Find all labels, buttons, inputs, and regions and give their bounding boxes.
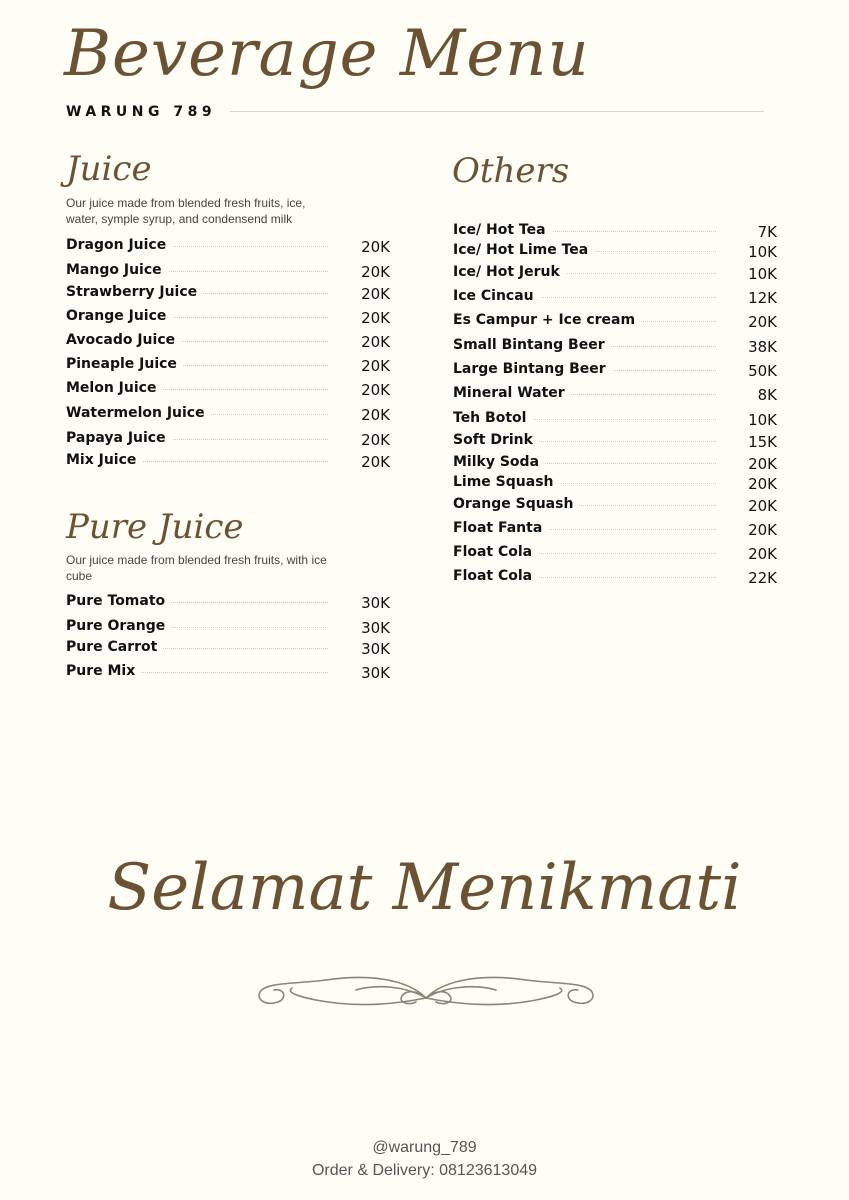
menu-item: [66, 283, 390, 305]
menu-item-name: Pineaple Juice: [66, 355, 183, 373]
menu-item-price: 20K: [361, 357, 390, 375]
menu-item-name: Orange Squash: [453, 495, 579, 513]
menu-item: [453, 409, 777, 431]
menu-item-name: Teh Botol: [453, 409, 532, 427]
flourish-divider-icon: [256, 968, 596, 1012]
menu-item: [66, 355, 390, 377]
menu-item: [453, 384, 777, 406]
menu-item-name: Mineral Water: [453, 384, 571, 402]
menu-item: [453, 519, 777, 541]
menu-item: [453, 336, 777, 358]
menu-item-price: 20K: [748, 313, 777, 331]
menu-item: [66, 379, 390, 401]
menu-item-name: Ice Cincau: [453, 287, 540, 305]
menu-item-name: Pure Tomato: [66, 592, 171, 610]
menu-item: [66, 592, 390, 614]
menu-item-price: 10K: [748, 411, 777, 429]
section-title-others: Others: [452, 151, 570, 191]
menu-item-name: Watermelon Juice: [66, 404, 211, 422]
menu-item-price: 15K: [748, 433, 777, 451]
menu-item: [66, 404, 390, 426]
menu-item: [453, 567, 777, 589]
header-divider: [230, 111, 764, 112]
brand-name: WARUNG 789: [66, 104, 217, 120]
menu-item: [453, 241, 777, 263]
menu-item-name: Pure Mix: [66, 662, 141, 680]
menu-title: Beverage Menu: [64, 17, 590, 91]
menu-item-name: Soft Drink: [453, 431, 539, 449]
menu-item-name: Melon Juice: [66, 379, 162, 397]
menu-item-name: Milky Soda: [453, 453, 545, 471]
menu-item-name: Strawberry Juice: [66, 283, 203, 301]
section-description-juice: Our juice made from blended fresh fruits, ice, water, symple syrup, and condensend milk: [66, 196, 306, 226]
menu-item: [66, 638, 390, 660]
menu-item: [453, 473, 777, 495]
menu-item-name: Dragon Juice: [66, 236, 172, 254]
menu-item-price: 20K: [361, 309, 390, 327]
menu-item: [453, 495, 777, 517]
menu-item-price: 30K: [361, 664, 390, 682]
menu-item-name: Es Campur + Ice cream: [453, 311, 641, 329]
menu-item-price: 20K: [748, 497, 777, 515]
menu-item-price: 20K: [748, 521, 777, 539]
menu-item-name: Small Bintang Beer: [453, 336, 611, 354]
menu-item: [453, 311, 777, 333]
menu-item-name: Large Bintang Beer: [453, 360, 612, 378]
menu-item-name: Mix Juice: [66, 451, 142, 469]
menu-item-name: Float Cola: [453, 543, 538, 561]
section-title-pure-juice: Pure Juice: [66, 507, 244, 547]
menu-item-name: Float Cola: [453, 567, 538, 585]
menu-item: [66, 429, 390, 451]
menu-item-price: 8K: [757, 386, 777, 404]
menu-item-name: Orange Juice: [66, 307, 172, 325]
menu-item-price: 30K: [361, 619, 390, 637]
menu-item-price: 20K: [748, 475, 777, 493]
menu-item: [66, 331, 390, 353]
menu-item-price: 20K: [361, 263, 390, 281]
menu-item: [453, 543, 777, 565]
menu-item: [66, 451, 390, 473]
menu-item-price: 20K: [361, 333, 390, 351]
menu-item-price: 10K: [748, 265, 777, 283]
menu-item-price: 30K: [361, 594, 390, 612]
menu-item-price: 20K: [361, 431, 390, 449]
section-description-pure-juice: Our juice made from blended fresh fruits, with ice cube: [66, 553, 327, 583]
menu-item-name: Pure Orange: [66, 617, 171, 635]
menu-item-name: Papaya Juice: [66, 429, 172, 447]
menu-item-name: Avocado Juice: [66, 331, 181, 349]
menu-item-name: Float Fanta: [453, 519, 548, 537]
menu-item: [66, 307, 390, 329]
menu-item: [66, 236, 390, 258]
menu-item: [453, 287, 777, 309]
menu-item-name: Ice/ Hot Tea: [453, 221, 552, 239]
menu-item-price: 7K: [757, 223, 777, 241]
menu-item-price: 38K: [748, 338, 777, 356]
menu-item: [453, 431, 777, 453]
menu-item: [66, 261, 390, 283]
menu-item-price: 50K: [748, 362, 777, 380]
section-title-juice: Juice: [66, 149, 152, 189]
menu-item: [453, 360, 777, 382]
menu-item-name: Ice/ Hot Lime Tea: [453, 241, 594, 259]
closing-message: Selamat Menikmati: [107, 851, 742, 925]
menu-item-price: 10K: [748, 243, 777, 261]
menu-item-price: 30K: [361, 640, 390, 658]
menu-item: [453, 453, 777, 475]
menu-item: [453, 263, 777, 285]
menu-item-price: 20K: [361, 238, 390, 256]
menu-item-name: Lime Squash: [453, 473, 560, 491]
menu-item-name: Mango Juice: [66, 261, 168, 279]
menu-item-price: 20K: [361, 406, 390, 424]
menu-item-price: 20K: [361, 285, 390, 303]
menu-item-price: 20K: [748, 545, 777, 563]
menu-item-name: Ice/ Hot Jeruk: [453, 263, 566, 281]
social-handle: @warung_789: [372, 1139, 477, 1156]
menu-item-price: 20K: [361, 453, 390, 471]
menu-item: [453, 221, 777, 243]
order-delivery-contact: Order & Delivery: 08123613049: [311, 1162, 538, 1179]
menu-item-price: 20K: [361, 381, 390, 399]
menu-item-price: 22K: [748, 569, 777, 587]
menu-item: [66, 662, 390, 684]
menu-item-price: 20K: [748, 455, 777, 473]
menu-item-name: Pure Carrot: [66, 638, 163, 656]
menu-item: [66, 617, 390, 639]
menu-item-price: 12K: [748, 289, 777, 307]
